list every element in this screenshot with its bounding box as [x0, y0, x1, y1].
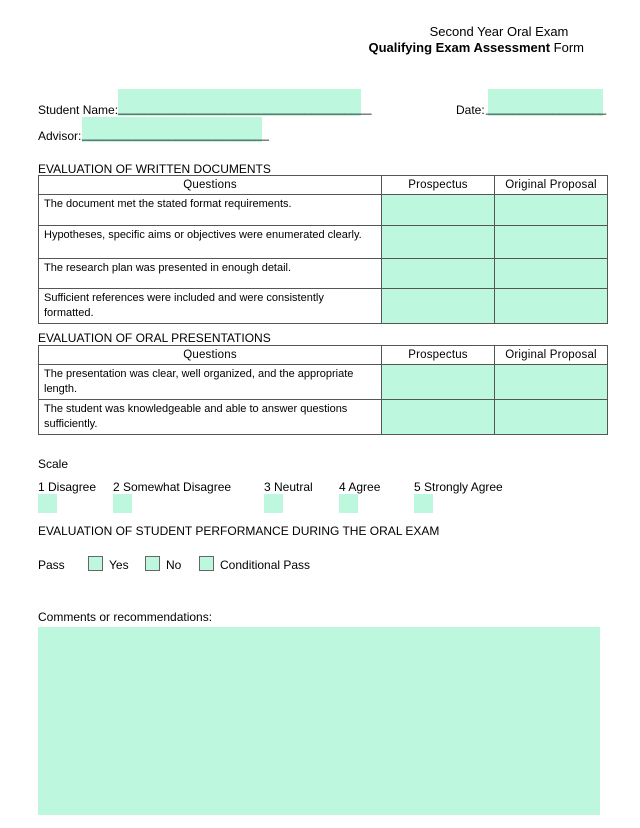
col-prospectus: Prospectus	[382, 176, 495, 195]
scale-title: Scale	[38, 457, 69, 471]
prospectus-rating-cell[interactable]	[382, 289, 495, 324]
form-subtitle: Second Year Oral Exam	[429, 24, 569, 39]
scale-label-5: 5 Strongly Agree	[414, 480, 503, 494]
written-eval-table	[38, 175, 608, 324]
col-original-proposal: Original Proposal	[495, 176, 608, 195]
question-text: Hypotheses, specific aims or objectives were enumerated clearly.	[39, 226, 382, 259]
oral-section-title: EVALUATION OF ORAL PRESENTATIONS	[38, 331, 271, 345]
proposal-rating-cell[interactable]	[495, 226, 608, 259]
table-row	[39, 365, 608, 400]
proposal-rating-cell[interactable]	[495, 365, 608, 400]
question-text: The document met the stated format requirements.	[39, 195, 382, 226]
table-row	[39, 259, 608, 289]
col-questions: Questions	[39, 346, 382, 365]
yes-label: Yes	[109, 558, 129, 572]
scale-label-2: 2 Somewhat Disagree	[113, 480, 232, 494]
table-row	[39, 400, 608, 435]
scale-box-4	[339, 494, 358, 513]
performance-section-title: EVALUATION OF STUDENT PERFORMANCE DURING THE ORAL EXAM	[38, 524, 440, 538]
written-section-title: EVALUATION OF WRITTEN DOCUMENTS	[38, 162, 271, 176]
table-row	[39, 226, 608, 259]
form-title: Qualifying Exam Assessment Form	[368, 40, 584, 55]
conditional-pass-label: Conditional Pass	[220, 558, 311, 572]
yes-checkbox[interactable]	[88, 556, 103, 571]
proposal-rating-cell[interactable]	[495, 400, 608, 435]
table-row	[39, 195, 608, 226]
advisor-label: Advisor:	[38, 129, 82, 143]
prospectus-rating-cell[interactable]	[382, 195, 495, 226]
col-original-proposal: Original Proposal	[495, 346, 608, 365]
advisor-line: ____________________________	[82, 127, 269, 141]
scale-box-5	[414, 494, 433, 513]
scale-label-4: 4 Agree	[339, 480, 381, 494]
question-text: The student was knowledgeable and able to answer questions sufficiently.	[39, 400, 382, 435]
date-label: Date:	[456, 103, 485, 117]
scale-label-3: 3 Neutral	[264, 480, 313, 494]
table-row	[39, 289, 608, 324]
pass-label: Pass	[38, 558, 65, 572]
comments-textarea[interactable]	[38, 627, 600, 815]
no-label: No	[166, 558, 182, 572]
col-questions: Questions	[39, 176, 382, 195]
col-prospectus: Prospectus	[382, 346, 495, 365]
question-text: Sufficient references were included and were consistently formatted.	[39, 289, 382, 324]
prospectus-rating-cell[interactable]	[382, 400, 495, 435]
scale-box-3	[264, 494, 283, 513]
question-text: The presentation was clear, well organized, and the appropriate length.	[39, 365, 382, 400]
question-text: The research plan was presented in enough detail.	[39, 259, 382, 289]
prospectus-rating-cell[interactable]	[382, 365, 495, 400]
proposal-rating-cell[interactable]	[495, 259, 608, 289]
no-checkbox[interactable]	[145, 556, 160, 571]
prospectus-rating-cell[interactable]	[382, 226, 495, 259]
proposal-rating-cell[interactable]	[495, 195, 608, 226]
conditional-pass-checkbox[interactable]	[199, 556, 214, 571]
scale-box-1	[38, 494, 57, 513]
scale-label-1: 1 Disagree	[38, 480, 97, 494]
oral-eval-table	[38, 345, 608, 435]
scale-box-2	[113, 494, 132, 513]
date-line: __________________	[486, 101, 607, 115]
prospectus-rating-cell[interactable]	[382, 259, 495, 289]
student-name-label: Student Name:	[38, 103, 119, 117]
proposal-rating-cell[interactable]	[495, 289, 608, 324]
student-name-line: ______________________________________	[118, 101, 372, 115]
comments-label: Comments or recommendations:	[38, 610, 213, 624]
